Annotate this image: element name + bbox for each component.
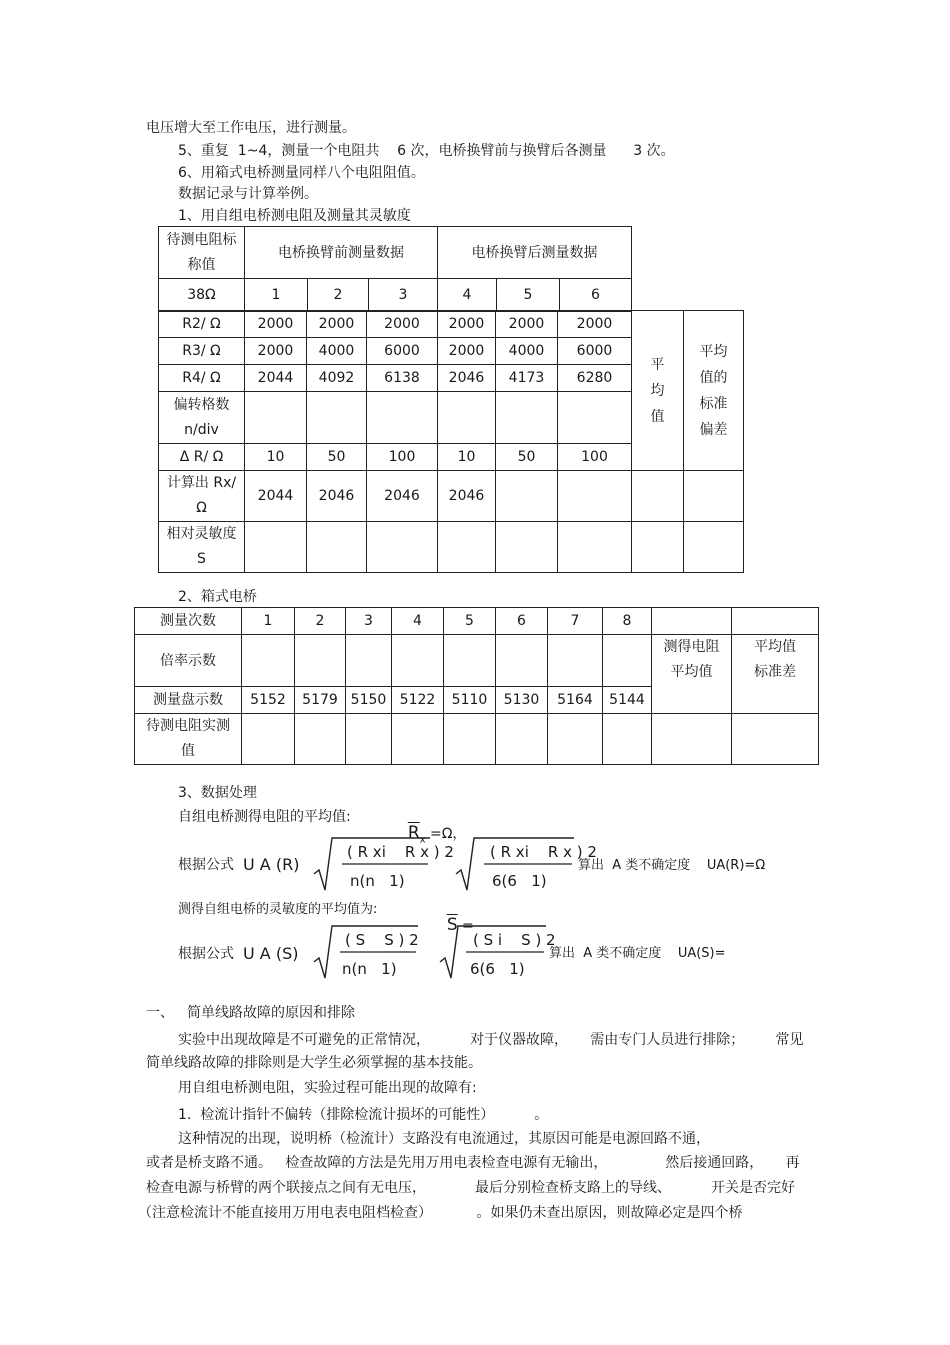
intro-line-1: 电压增大至工作电压，进行测量。 xyxy=(146,120,356,136)
r4-value: 6138 xyxy=(367,365,438,392)
fault-paragraph-1a: 实验中出现故障是不可避免的正常情况， 对于仪器故障， 需由专门人员进行排除； 常见 xyxy=(178,1032,804,1048)
formula-label-r: 根据公式 xyxy=(178,857,234,873)
dial-label: 测量盘示数 xyxy=(135,687,242,714)
fault-paragraph-4b: 或者是桥支路不通。 检查故障的方法是先用万用电表检查电源有无输出， 然后接通回路， 再 xyxy=(146,1155,800,1171)
intro-line-2: 5、重复 1~4，测量一个电阻共 6 次，电桥换臂前与换臂后各测量 3 次。 xyxy=(178,143,675,159)
r3-value: 6000 xyxy=(367,338,438,365)
r3-value: 2000 xyxy=(438,338,496,365)
numerator-r1: ( R xi R x ) 2 xyxy=(347,843,454,861)
fault-paragraph-4d: （注意检流计不能直接用万用电表电阻档检查） 。如果仍未查出原因，则故障必定是四个桥 xyxy=(138,1205,743,1221)
count-index: 8 xyxy=(603,608,652,635)
count-index: 4 xyxy=(392,608,444,635)
dial-value: 5152 xyxy=(242,687,295,714)
section-2-title: 2、箱式电桥 xyxy=(178,589,257,605)
measured-label: 待测电阻实测 值 xyxy=(135,714,242,765)
count-index: 7 xyxy=(548,608,603,635)
intro-line-4: 数据记录与计算举例。 xyxy=(178,186,318,202)
fault-paragraph-4a: 这种情况的出现，说明桥（检流计）支路没有电流通过，其原因可能是电源回路不通， xyxy=(178,1131,710,1147)
r4-value: 6280 xyxy=(558,365,632,392)
denominator-s1: n(n 1) xyxy=(342,960,397,978)
table1-body xyxy=(158,310,744,573)
calc-ua-r: 算出 A 类不确定度 UA(R)=Ω xyxy=(578,858,766,873)
r3-value: 6000 xyxy=(558,338,632,365)
table1-index: 4 xyxy=(438,279,497,311)
sensitivity-label: 相对灵敏度 S xyxy=(159,522,245,573)
r4-value: 2046 xyxy=(438,365,496,392)
fault-heading: 简单线路故障的原因和排除 xyxy=(187,1005,355,1021)
rx-bar-symbol: $\overline{R}_x =\Omega$， xyxy=(407,823,467,846)
fault-heading-number: 一、 xyxy=(146,1005,174,1021)
table1-average-column: 平 均 值 xyxy=(632,311,684,471)
table2-std-header: 平均值 标准差 xyxy=(732,635,819,714)
deflection-label: 偏转格数 n/div xyxy=(159,392,245,444)
dial-value: 5144 xyxy=(603,687,652,714)
fault-item-1: 1. 检流计指针不偏转（排除检流计损坏的可能性） 。 xyxy=(178,1107,549,1123)
delta-r-value: 50 xyxy=(496,444,558,471)
table1-index: 6 xyxy=(591,287,600,303)
r4-value: 2044 xyxy=(245,365,307,392)
ua-r-symbol: U A (R) xyxy=(243,855,300,874)
numerator-s2: ( S i S ) 2 xyxy=(473,931,556,949)
rx-value: 2044 xyxy=(245,471,307,522)
fault-paragraph-1b: 简单线路故障的排除则是大学生必须掌握的基本技能。 xyxy=(146,1055,482,1071)
table1-resistor-header: 待测电阻标 称值 xyxy=(159,227,245,279)
delta-r-value: 10 xyxy=(438,444,496,471)
denominator-r1: n(n 1) xyxy=(350,872,405,890)
table1-after-header: 电桥换臂后测量数据 xyxy=(438,227,632,279)
count-index: 2 xyxy=(295,608,346,635)
formula-label-s: 根据公式 xyxy=(178,946,234,962)
table1-index: 1 xyxy=(245,279,308,311)
count-index: 6 xyxy=(496,608,548,635)
r2-value: 2000 xyxy=(367,311,438,338)
table1-index: 2 xyxy=(308,279,369,311)
rx-value: 2046 xyxy=(438,471,496,522)
r2-value: 2000 xyxy=(438,311,496,338)
table1-std-column: 平均 值的 标准 偏差 xyxy=(684,311,744,471)
count-index: 3 xyxy=(346,608,392,635)
ratio-label: 倍率示数 xyxy=(135,635,242,687)
table1-before-header: 电桥换臂前测量数据 xyxy=(245,227,438,279)
delta-r-label: Δ R/ Ω xyxy=(159,444,245,471)
rx-value: 2046 xyxy=(307,471,367,522)
r2-label: R2/ Ω xyxy=(159,311,245,338)
rx-label: 计算出 Rx/ Ω xyxy=(159,471,245,522)
rx-value: 2046 xyxy=(367,471,438,522)
table1-index: 5 xyxy=(497,279,560,311)
dial-value: 5110 xyxy=(444,687,496,714)
section-3-title: 3、数据处理 xyxy=(178,785,257,801)
delta-r-value: 100 xyxy=(367,444,438,471)
denominator-r2: 6(6 1) xyxy=(492,872,547,890)
dial-value: 5122 xyxy=(392,687,444,714)
r2-value: 2000 xyxy=(307,311,367,338)
r4-value: 4092 xyxy=(307,365,367,392)
table2-average-header: 测得电阻 平均值 xyxy=(652,635,732,714)
intro-line-3: 6、用箱式电桥测量同样八个电阻阻值。 xyxy=(178,165,425,181)
table2 xyxy=(134,607,819,765)
r2-value: 2000 xyxy=(558,311,632,338)
dial-value: 5130 xyxy=(496,687,548,714)
r2-value: 2000 xyxy=(245,311,307,338)
r4-value: 4173 xyxy=(496,365,558,392)
delta-r-value: 50 xyxy=(307,444,367,471)
table1-index: 3 xyxy=(398,287,408,303)
avg-resistance-line: 自组电桥测得电阻的平均值: xyxy=(178,809,351,825)
dial-value: 5164 xyxy=(548,687,603,714)
fault-paragraph-4c: 检查电源与桥臂的两个联接点之间有无电压， 最后分别检查桥支路上的导线、 开关是否完好 xyxy=(146,1180,796,1196)
denominator-s2: 6(6 1) xyxy=(470,960,525,978)
r3-label: R3/ Ω xyxy=(159,338,245,365)
calc-ua-s: 算出 A 类不确定度 UA(S)= xyxy=(549,946,726,961)
numerator-s1: ( S S ) 2 xyxy=(345,931,419,949)
r3-value: 4000 xyxy=(496,338,558,365)
r4-label: R4/ Ω xyxy=(159,365,245,392)
section-1-title: 1、用自组电桥测电阻及测量其灵敏度 xyxy=(178,208,411,224)
table1-header xyxy=(158,226,632,312)
s-bar-symbol: $\overline{S}$ = xyxy=(446,915,474,935)
sensitivity-avg-line: 测得自组电桥的灵敏度的平均值为: xyxy=(178,902,378,917)
count-label: 测量次数 xyxy=(135,608,242,635)
count-index: 5 xyxy=(444,608,496,635)
fault-paragraph-2: 用自组电桥测电阻，实验过程可能出现的故障有: xyxy=(178,1080,477,1096)
count-index: 1 xyxy=(242,608,295,635)
dial-value: 5179 xyxy=(295,687,346,714)
r3-value: 4000 xyxy=(307,338,367,365)
rx-value xyxy=(558,471,632,522)
rx-value xyxy=(496,471,558,522)
numerator-r2: ( R xi R x ) 2 xyxy=(490,843,597,861)
table1-nominal: 38Ω xyxy=(159,279,245,312)
ua-s-symbol: U A (S) xyxy=(243,944,299,963)
r2-value: 2000 xyxy=(496,311,558,338)
r3-value: 2000 xyxy=(245,338,307,365)
delta-r-value: 10 xyxy=(245,444,307,471)
dial-value: 5150 xyxy=(346,687,392,714)
delta-r-value: 100 xyxy=(558,444,632,471)
